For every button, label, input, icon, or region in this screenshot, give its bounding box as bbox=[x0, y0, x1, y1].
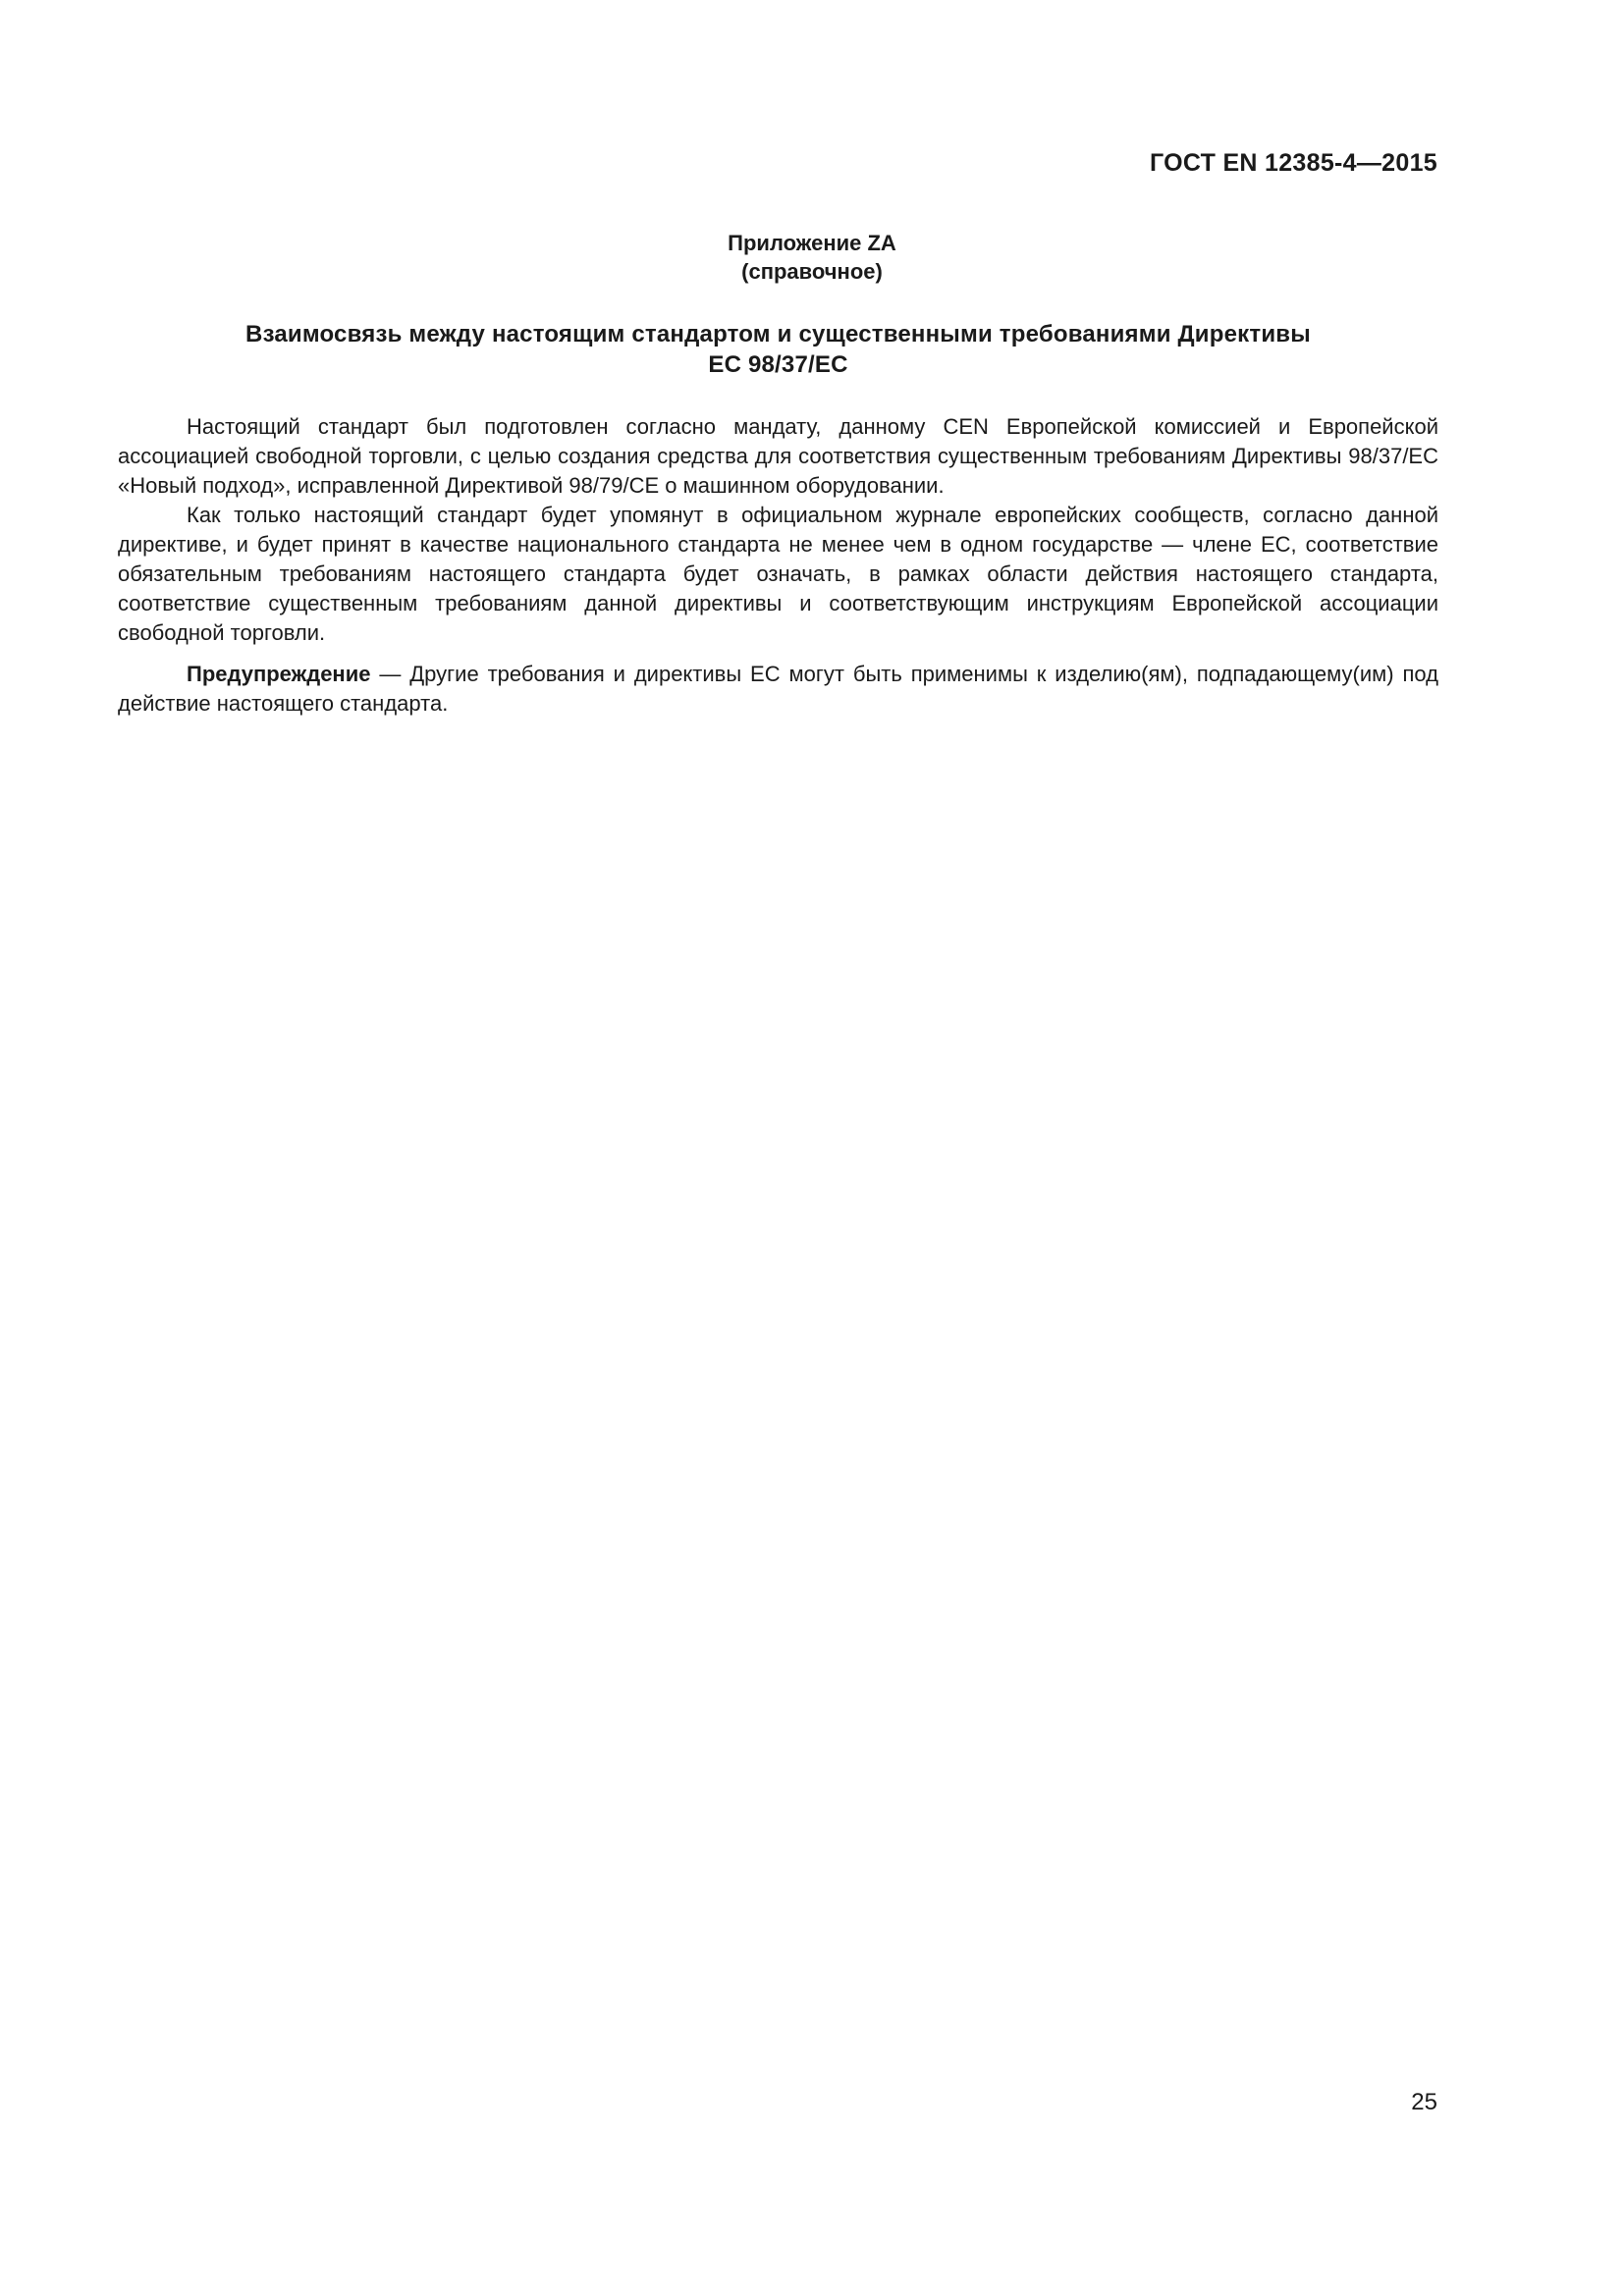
annex-type: (справочное) bbox=[741, 259, 883, 284]
paragraph-mandate: Настоящий стандарт был подготовлен согласно мандату, данному CEN Европейской комиссией и Европейской ассоциацией свободной торговли, с целью создания средства для соответствия существенным требованиям Директивы 98/37/ЕС «Новый подход», исправленной Директивой 98/79/CE о машинном оборудовании. bbox=[118, 414, 1438, 498]
annex-label: Приложение ZA bbox=[728, 231, 896, 255]
warning-label: Предупреждение bbox=[187, 662, 371, 686]
warning-text: — Другие требования и директивы ЕС могут быть применимы к изделию(ям), подпадающему(им) под действие настоящего стандарта. bbox=[118, 662, 1438, 716]
annex-title bbox=[118, 319, 1438, 380]
warning-paragraph bbox=[118, 660, 1438, 719]
annex-title-line-1: Взаимосвязь между настоящим стандартом и существенными требованиями Директивы bbox=[245, 321, 1311, 347]
page-number: 25 bbox=[1411, 2089, 1437, 2115]
body-text bbox=[118, 412, 1438, 719]
annex-heading bbox=[0, 229, 1624, 286]
annex-title-line-2: ЕС 98/37/ЕС bbox=[708, 351, 848, 378]
document-code: ГОСТ EN 12385-4—2015 bbox=[1150, 149, 1437, 177]
paragraph-conformity: Как только настоящий стандарт будет упомянут в официальном журнале европейских сообществ, согласно данной директиве, и будет принят в качестве национального стандарта не менее чем в одном государстве — члене ЕС, соответствие обязательным требованиям настоящего стандарта будет означать, в рамках области действия настоящего стандарта, соответствие существенным требованиям данной директивы и соответствующим инструкциям Европейской ассоциации свободной торговли. bbox=[118, 503, 1438, 645]
